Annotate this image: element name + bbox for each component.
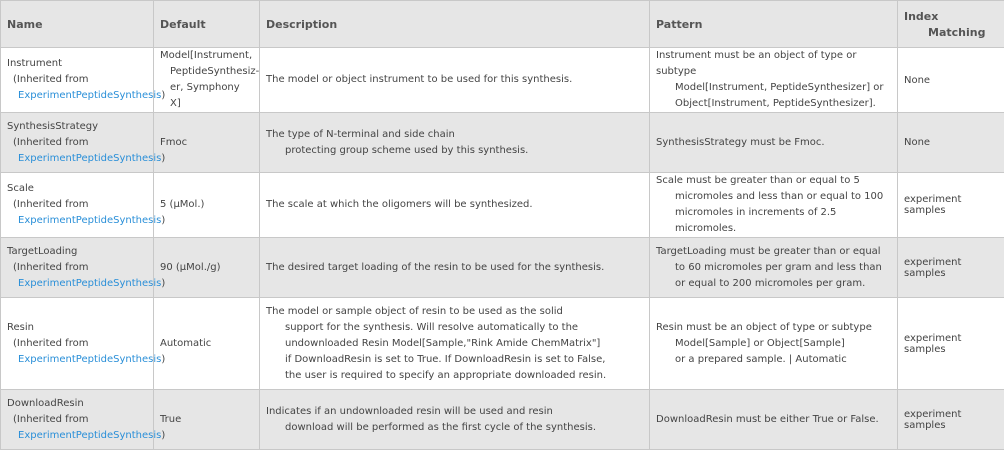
description-line: protecting group scheme used by this synthesis. bbox=[266, 143, 643, 159]
name-cell bbox=[1, 238, 154, 298]
pattern-line: Model[Instrument, PeptideSynthesizer] or bbox=[656, 80, 891, 96]
description-line: if DownloadResin is set to True. If DownloadResin is set to False, bbox=[266, 352, 643, 368]
pattern-line: to 60 micromoles per gram and less than bbox=[656, 260, 891, 276]
table-row bbox=[1, 113, 1004, 173]
table-row bbox=[1, 298, 1004, 390]
description-line: The model or sample object of resin to be used as the solid bbox=[266, 304, 643, 320]
pattern-line: TargetLoading must be greater than or equal bbox=[656, 244, 891, 260]
option-name: TargetLoading bbox=[7, 244, 147, 260]
default-line: Automatic bbox=[160, 336, 253, 352]
description-cell bbox=[260, 298, 650, 390]
table-row bbox=[1, 48, 1004, 113]
index-matching-cell: experiment samples bbox=[898, 173, 1004, 238]
pattern-line: micromoles in increments of 2.5 micromoles. bbox=[656, 205, 891, 237]
header-index-matching-line1: Index bbox=[904, 10, 938, 23]
default-cell bbox=[154, 113, 260, 173]
pattern-line: Model[Sample] or Object[Sample] bbox=[656, 336, 891, 352]
inherited-close: ) bbox=[161, 430, 165, 441]
default-cell bbox=[154, 48, 260, 113]
pattern-line: or a prepared sample. | Automatic bbox=[656, 352, 891, 368]
inherited-link[interactable]: ExperimentPeptideSynthesis bbox=[18, 90, 161, 101]
inherited-link-line bbox=[7, 276, 147, 292]
inherited-close: ) bbox=[161, 215, 165, 226]
description-line: undownloaded Resin Model[Sample,"Rink Amide ChemMatrix"] bbox=[266, 336, 643, 352]
inherited-link-line bbox=[7, 88, 147, 104]
inherited-close: ) bbox=[161, 153, 165, 164]
header-description: Description bbox=[260, 1, 650, 48]
pattern-cell bbox=[650, 298, 898, 390]
description-line: Indicates if an undownloaded resin will be used and resin bbox=[266, 404, 643, 420]
default-line: PeptideSynthesiz- bbox=[160, 64, 253, 80]
header-row bbox=[1, 1, 1004, 48]
inherited-close: ) bbox=[161, 278, 165, 289]
description-cell bbox=[260, 238, 650, 298]
index-matching-cell: experiment samples bbox=[898, 390, 1004, 450]
table-body bbox=[1, 48, 1004, 450]
pattern-cell bbox=[650, 238, 898, 298]
header-index-matching bbox=[898, 1, 1004, 48]
default-line: 5 (µMol.) bbox=[160, 197, 253, 213]
table-row bbox=[1, 173, 1004, 238]
pattern-line: micromoles and less than or equal to 100 bbox=[656, 189, 891, 205]
name-cell bbox=[1, 173, 154, 238]
inherited-link[interactable]: ExperimentPeptideSynthesis bbox=[18, 278, 161, 289]
inherited-close: ) bbox=[161, 90, 165, 101]
index-matching-cell: experiment samples bbox=[898, 238, 1004, 298]
option-name: SynthesisStrategy bbox=[7, 119, 147, 135]
inherited-close: ) bbox=[161, 354, 165, 365]
default-line: Fmoc bbox=[160, 135, 253, 151]
inherited-link[interactable]: ExperimentPeptideSynthesis bbox=[18, 430, 161, 441]
pattern-line: SynthesisStrategy must be Fmoc. bbox=[656, 135, 891, 151]
description-line: download will be performed as the first cycle of the synthesis. bbox=[266, 420, 643, 436]
inherited-link-line bbox=[7, 151, 147, 167]
inherited-link-line bbox=[7, 352, 147, 368]
pattern-cell bbox=[650, 48, 898, 113]
description-line: support for the synthesis. Will resolve automatically to the bbox=[266, 320, 643, 336]
pattern-cell bbox=[650, 113, 898, 173]
default-line: er, Symphony X] bbox=[160, 80, 253, 112]
pattern-cell bbox=[650, 173, 898, 238]
pattern-line: or equal to 200 micromoles per gram. bbox=[656, 276, 891, 292]
inherited-label: (Inherited from bbox=[7, 72, 147, 88]
pattern-line: Object[Instrument, PeptideSynthesizer]. bbox=[656, 96, 891, 112]
header-default: Default bbox=[154, 1, 260, 48]
option-name: DownloadResin bbox=[7, 396, 147, 412]
description-line: The type of N-terminal and side chain bbox=[266, 127, 643, 143]
name-cell bbox=[1, 298, 154, 390]
table-row bbox=[1, 238, 1004, 298]
inherited-label: (Inherited from bbox=[7, 135, 147, 151]
header-pattern: Pattern bbox=[650, 1, 898, 48]
default-cell bbox=[154, 173, 260, 238]
description-cell bbox=[260, 173, 650, 238]
pattern-line: DownloadResin must be either True or False. bbox=[656, 412, 891, 428]
inherited-link-line bbox=[7, 428, 147, 444]
inherited-link-line bbox=[7, 213, 147, 229]
inherited-label: (Inherited from bbox=[7, 412, 147, 428]
option-name: Resin bbox=[7, 320, 147, 336]
default-line: True bbox=[160, 412, 253, 428]
inherited-link[interactable]: ExperimentPeptideSynthesis bbox=[18, 215, 161, 226]
description-line: the user is required to specify an appropriate downloaded resin. bbox=[266, 368, 643, 384]
name-cell bbox=[1, 48, 154, 113]
index-matching-cell: None bbox=[898, 113, 1004, 173]
default-cell bbox=[154, 298, 260, 390]
description-cell bbox=[260, 113, 650, 173]
inherited-link[interactable]: ExperimentPeptideSynthesis bbox=[18, 354, 161, 365]
index-matching-cell: None bbox=[898, 48, 1004, 113]
inherited-link[interactable]: ExperimentPeptideSynthesis bbox=[18, 153, 161, 164]
header-name: Name bbox=[1, 1, 154, 48]
description-line: The desired target loading of the resin to be used for the synthesis. bbox=[266, 260, 643, 276]
description-cell bbox=[260, 48, 650, 113]
default-line: Model[Instrument, bbox=[160, 48, 253, 64]
inherited-label: (Inherited from bbox=[7, 197, 147, 213]
name-cell bbox=[1, 113, 154, 173]
pattern-line: Resin must be an object of type or subtype bbox=[656, 320, 891, 336]
header-index-matching-line2: Matching bbox=[904, 25, 998, 41]
default-line: 90 (µMol./g) bbox=[160, 260, 253, 276]
inherited-label: (Inherited from bbox=[7, 336, 147, 352]
inherited-label: (Inherited from bbox=[7, 260, 147, 276]
index-matching-cell: experiment samples bbox=[898, 298, 1004, 390]
description-line: The model or object instrument to be used for this synthesis. bbox=[266, 72, 643, 88]
option-name: Instrument bbox=[7, 56, 147, 72]
pattern-line: Instrument must be an object of type or subtype bbox=[656, 48, 891, 80]
pattern-line: Scale must be greater than or equal to 5 bbox=[656, 173, 891, 189]
description-line: The scale at which the oligomers will be synthesized. bbox=[266, 197, 643, 213]
default-cell bbox=[154, 238, 260, 298]
option-name: Scale bbox=[7, 181, 147, 197]
